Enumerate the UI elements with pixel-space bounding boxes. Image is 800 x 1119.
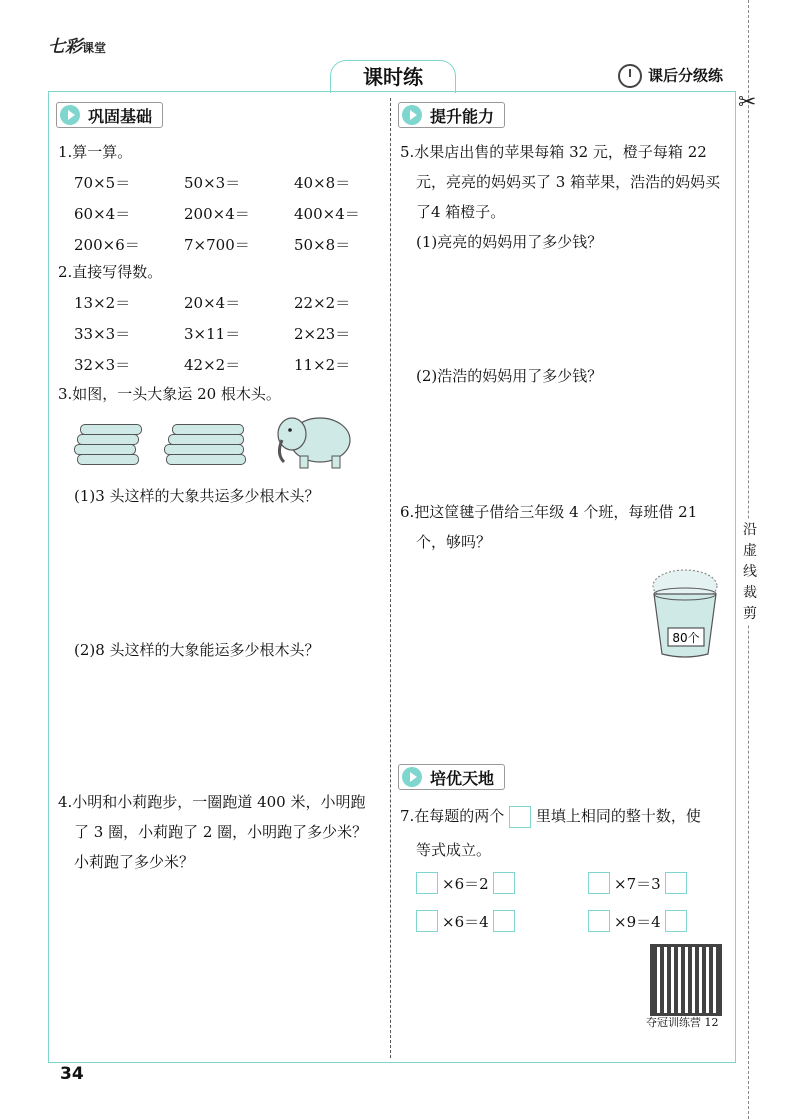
play-icon [402,767,422,787]
basket-label: 80个 [672,631,700,645]
q1-grid: 70×5＝ 50×3＝ 40×8＝ 60×4＝ 200×4＝ 400×4＝ 200×6＝ 7×700＝ 50×8＝ [74,174,360,254]
q3-sub1: (1)3 头这样的大象共运多少根木头？ [74,487,320,505]
page-number: 34 [60,1064,84,1084]
section-header-advanced: 培优天地 [398,764,505,790]
q7-eq-3: ×6＝4 [416,910,515,932]
play-icon [60,105,80,125]
answer-box[interactable] [588,910,610,932]
q1-title: 1.算一算。 [58,143,133,161]
play-icon [402,105,422,125]
q4-line1: 4.小明和小莉跑步，一圈跑道 400 米，小明跑 [58,793,366,811]
q5-sub2: (2)浩浩的妈妈用了多少钱？ [416,367,603,385]
q4-line3: 小莉跑了多少米？ [74,853,195,871]
q2-title: 2.直接写得数。 [58,263,163,281]
q3-title: 3.如图，一头大象运 20 根木头。 [58,385,281,403]
elephant-icon [270,410,354,472]
q5-line3: 了4 箱橙子。 [416,203,506,221]
answer-box[interactable] [493,872,515,894]
page-title: 课时练 [330,60,456,93]
q7-eq-4: ×9＝4 [588,910,687,932]
answer-box[interactable] [588,872,610,894]
shuttlecock-basket-icon [650,568,720,660]
brand-logo: 七彩课堂 [48,37,107,57]
section-header-basic: 巩固基础 [56,102,163,128]
q6-line1: 6.把这筐毽子借给三年级 4 个班，每班借 21 [400,503,698,521]
q5-sub1: (1)亮亮的妈妈用了多少钱？ [416,233,603,251]
q7-line2: 等式成立。 [416,841,492,859]
log-pile-icon [74,420,146,470]
q5-line1: 5.水果店出售的苹果每箱 32 元，橙子每箱 22 [400,143,707,161]
answer-box[interactable] [509,806,531,828]
q6-line2: 个，够吗？ [416,533,492,551]
section-header-improve: 提升能力 [398,102,505,128]
q7-line1: 7.在每题的两个 里填上相同的整十数，使 [400,806,701,828]
scissors-icon: ✂ [738,90,757,115]
log-pile-icon-2 [162,420,252,470]
answer-box[interactable] [665,910,687,932]
answer-box[interactable] [493,910,515,932]
q4-line2: 了 3 圈，小莉跑了 2 圈，小明跑了多少米？ [74,823,368,841]
qr-caption: 夺冠训练营 12 [646,1016,719,1029]
qr-code-icon[interactable] [650,944,722,1016]
answer-box[interactable] [416,910,438,932]
cut-label: 沿 虚 线 裁 剪 [740,520,760,625]
header-right: 课后分级练 [618,64,723,88]
q2-grid: 13×2＝ 20×4＝ 22×2＝ 33×3＝ 3×11＝ 2×23＝ 32×3＝ 42×2＝ 11×2＝ [74,294,351,374]
q5-line2: 元，亮亮的妈妈买了 3 箱苹果，浩浩的妈妈买 [416,173,721,191]
q7-eq-2: ×7＝3 [588,872,687,894]
answer-box[interactable] [665,872,687,894]
q3-sub2: (2)8 头这样的大象能运多少根木头？ [74,641,320,659]
answer-box[interactable] [416,872,438,894]
q7-eq-1: ×6＝2 [416,872,515,894]
alarm-clock-icon [618,64,642,88]
